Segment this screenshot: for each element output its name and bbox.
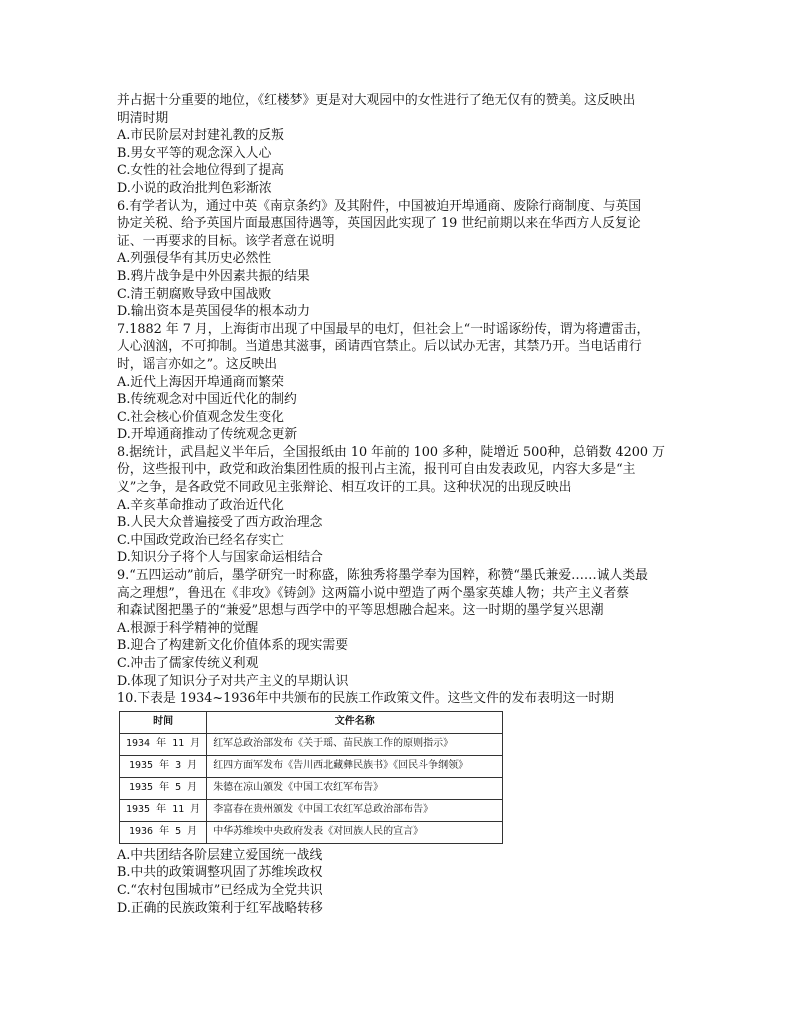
- option-d: D.开埠通商推动了传统观念更新: [117, 427, 298, 443]
- document-cell: 红四方面军发布《告川西北藏彝民族书》《回民斗争纲领》: [207, 755, 503, 777]
- stem-line: 并占据十分重要的地位，《红楼梦》更是对大观园中的女性进行了绝无仅有的赞美。这反映出: [117, 93, 636, 108]
- option-c: C.“农村包围城市”已经成为全党共识: [117, 882, 323, 898]
- option-b: B.男女平等的观念深入人心: [117, 145, 272, 161]
- stem-line: 明清时期: [117, 110, 169, 126]
- option-a: A.中共团结各阶层建立爱国统一战线: [117, 847, 323, 863]
- policy-documents-table: [119, 711, 503, 844]
- option-c: C.冲击了儒家传统义利观: [117, 656, 259, 671]
- option-b: B.传统观念对中国近代化的制约: [117, 392, 297, 408]
- stem-line: 9.“五四运动”前后，墨学研究一时称盛，陈独秀将墨学奉为国粹，称赞“墨氏兼爱……诚人类最: [117, 568, 648, 584]
- option-d: D.小说的政治批判色彩渐浓: [117, 180, 272, 196]
- time-cell: 1936 年 5 月: [120, 821, 207, 843]
- question-9: [117, 567, 687, 690]
- option-a: A.根源于科学精神的觉醒: [117, 620, 259, 636]
- table-row: [120, 733, 503, 755]
- stem-line: 时，谣言亦如之”。这反映出: [117, 356, 278, 372]
- time-cell: 1935 年 3 月: [120, 755, 207, 777]
- column-header-time: 时间: [120, 711, 207, 733]
- column-header-document: 文件名称: [207, 711, 503, 733]
- question-6: [117, 198, 687, 321]
- question-7: [117, 321, 687, 444]
- option-a: A.辛亥革命推动了政治近代化: [117, 497, 284, 513]
- option-a: A.列强侵华有其历史必然性: [117, 251, 272, 267]
- table-row: [120, 821, 503, 843]
- option-c: C.中国政党政治已经名存实亡: [117, 532, 284, 548]
- stem-line: 和森试图把墨子的“兼爱”思想与西学中的平等思想融合起来。这一时期的墨学复兴思潮: [117, 603, 604, 619]
- option-b: B.鸦片战争是中外因素共振的结果: [117, 268, 310, 284]
- time-cell: 1935 年 5 月: [120, 777, 207, 799]
- question-10: [117, 690, 687, 917]
- time-cell: 1934 年 11 月: [120, 733, 207, 755]
- stem-line: 6.有学者认为，通过中英《南京条约》及其附件，中国被迫开埠通商、废除行商制度、与英国: [117, 198, 642, 214]
- stem-line: 份，这些报刊中，政党和政治集团性质的报刊占主流，报刊可自由发表政见，内容大多是“主: [117, 462, 636, 478]
- table-row: [120, 799, 503, 821]
- option-d: D.体现了知识分子对共产主义的早期认识: [117, 673, 349, 689]
- stem-line: 证、一再要求的目标。该学者意在说明: [117, 233, 335, 249]
- question-8: [117, 444, 687, 567]
- stem-line: 10.下表是 1934~1936年中共颁布的民族工作政策文件。这些文件的发布表明这一时期: [117, 691, 614, 707]
- exam-page: [117, 92, 687, 917]
- document-cell: 朱德在凉山颁发《中国工农红军布告》: [207, 777, 503, 799]
- stem-line: 人心汹汹，不可抑制。当道患其滋事，函请西官禁止。后以试办无害，其禁乃开。当电话甫行: [117, 339, 642, 355]
- option-b: B.迎合了构建新文化价值体系的现实需要: [117, 638, 349, 654]
- table-header-row: [120, 711, 503, 733]
- option-d: D.正确的民族政策利于红军战略转移: [117, 900, 323, 916]
- option-c: C.女性的社会地位得到了提高: [117, 163, 284, 179]
- stem-line: 义”之争，是各政党不同政见主张辩论、相互攻讦的工具。这种状况的出现反映出: [117, 480, 572, 496]
- option-a: A.市民阶层对封建礼教的反叛: [117, 128, 284, 144]
- option-d: D.知识分子将个人与国家命运相结合: [117, 550, 323, 566]
- stem-line: 高之理想”，鲁迅在《非攻》《铸剑》这两篇小说中塑造了两个墨家英雄人物；共产主义者蔡: [117, 585, 630, 601]
- question-5-continued: [117, 92, 687, 198]
- document-cell: 李富春在贵州颁发《中国工农红军总政治部布告》: [207, 799, 503, 821]
- stem-line: 协定关税、给予英国片面最惠国待遇等，英国因此实现了 19 世纪前期以来在华西方人反复论: [117, 216, 641, 232]
- table-row: [120, 777, 503, 799]
- time-cell: 1935 年 11 月: [120, 799, 207, 821]
- option-c: C.清王朝腐败导致中国战败: [117, 286, 272, 302]
- document-cell: 红军总政治部发布《关于瑶、苗民族工作的原则指示》: [207, 733, 503, 755]
- stem-line: 7.1882 年 7 月，上海街市出现了中国最早的电灯，但社会上“一时谣诼纷传，谓为将遭雷击，: [117, 321, 650, 337]
- document-cell: 中华苏维埃中央政府发表《对回族人民的宣言》: [207, 821, 503, 843]
- option-c: C.社会核心价值观念发生变化: [117, 409, 284, 425]
- option-b: B.人民大众普遍接受了西方政治理念: [117, 515, 323, 531]
- table-row: [120, 755, 503, 777]
- option-d: D.输出资本是英国侵华的根本动力: [117, 304, 311, 320]
- option-b: B.中共的政策调整巩固了苏维埃政权: [117, 865, 323, 881]
- option-a: A.近代上海因开埠通商而繁荣: [117, 374, 284, 390]
- stem-line: 8.据统计，武昌起义半年后，全国报纸由 10 年前的 100 多种，陡增近 500种，总销数 4200 万: [117, 444, 665, 460]
